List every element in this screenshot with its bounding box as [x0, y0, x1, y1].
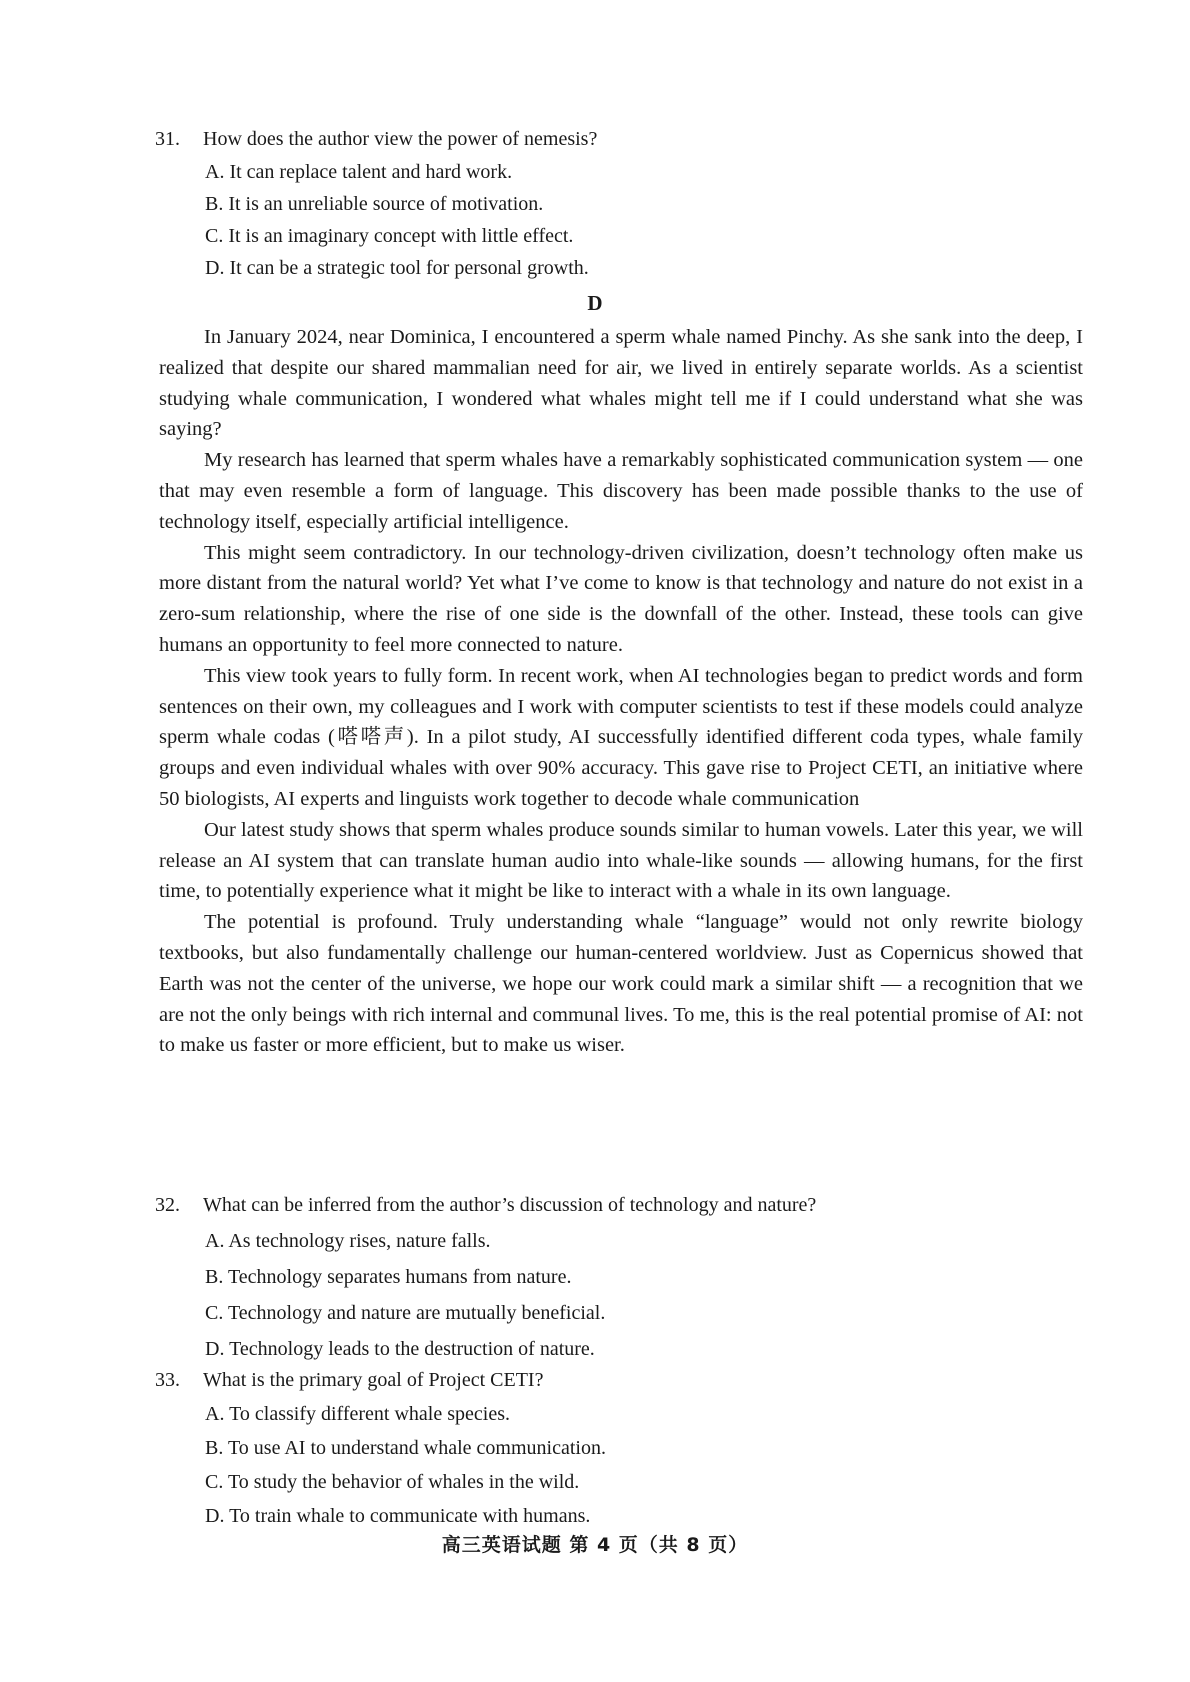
- option-b: B. Technology separates humans from nature.: [205, 1266, 572, 1288]
- passage-paragraph: This view took years to fully form. In recent work, when AI technologies began to predict words and form sentences on their own, my colleagues and I work with computer scientists to test if these models could analyze sperm whale codas (嗒嗒声). In a pilot study, AI successfully identified different coda types, whale family groups and even individual whales with over 90% accuracy. This gave rise to Project CETI, an initiative where 50 biologists, AI experts and linguists work together to decode whale communication: [159, 664, 1083, 810]
- option-a: A. To classify different whale species.: [205, 1403, 510, 1425]
- option-list: [155, 1228, 1075, 1362]
- option-d: D. Technology leads to the destruction of nature.: [205, 1338, 595, 1360]
- question-text: What is the primary goal of Project CETI?: [203, 1369, 544, 1391]
- option-b: B. To use AI to understand whale communication.: [205, 1437, 606, 1459]
- passage-paragraph: In January 2024, near Dominica, I encountered a sperm whale named Pinchy. As she sank into the deep, I realized that despite our shared mammalian need for air, we lived in entirely separate worlds. As a scientist studying whale communication, I wondered what whales might tell me if I could understand what she was saying?: [159, 326, 1083, 441]
- option-b: B. It is an unreliable source of motivation.: [205, 193, 544, 215]
- option-a: A. As technology rises, nature falls.: [205, 1230, 491, 1252]
- passage-paragraph: Our latest study shows that sperm whales produce sounds similar to human vowels. Later this year, we will release an AI system that can translate human audio into whale-like sounds — allowing humans, for the first time, to potentially experience what it might be like to interact with a whale in its own language.: [159, 818, 1083, 903]
- option-list: [155, 159, 1075, 281]
- option-c: C. Technology and nature are mutually beneficial.: [205, 1302, 606, 1324]
- option-c: C. To study the behavior of whales in the wild.: [205, 1471, 580, 1493]
- section-heading: D: [587, 291, 603, 315]
- question-number: 33.: [155, 1369, 180, 1391]
- question-text: What can be inferred from the author’s discussion of technology and nature?: [203, 1194, 817, 1216]
- option-c: C. It is an imaginary concept with little effect.: [205, 225, 574, 247]
- passage-paragraph: This might seem contradictory. In our technology-driven civilization, doesn’t technology often make us more distant from the natural world? Yet what I’ve come to know is that technology and nature do not exist in a zero-sum relationship, where the rise of one side is the downfall of the other. Instead, these tools can give humans an opportunity to feel more connected to nature.: [159, 541, 1083, 656]
- option-list: [155, 1401, 1075, 1529]
- question-31: [155, 126, 1075, 287]
- question-stem: [155, 126, 1075, 152]
- question-33: [155, 1367, 1075, 1537]
- reading-passage: [159, 322, 1083, 1061]
- question-32: [155, 1192, 1075, 1372]
- question-stem: [155, 1367, 1075, 1393]
- page-footer: 高三英语试题 第 4 页（共 8 页）: [441, 1534, 749, 1556]
- question-number: 31.: [155, 128, 180, 150]
- passage-paragraph: My research has learned that sperm whales have a remarkably sophisticated communication system — one that may even resemble a form of language. This discovery has been made possible thanks to the use of technology itself, especially artificial intelligence.: [159, 449, 1083, 533]
- question-text: How does the author view the power of nemesis?: [203, 128, 598, 150]
- option-a: A. It can replace talent and hard work.: [205, 161, 513, 183]
- option-d: D. To train whale to communicate with humans.: [205, 1505, 591, 1527]
- question-number: 32.: [155, 1194, 180, 1216]
- question-stem: [155, 1192, 1075, 1218]
- passage-paragraph: The potential is profound. Truly understanding whale “language” would not only rewrite biology textbooks, but also fundamentally challenge our human-centered worldview. Just as Copernicus showed that Earth was not the center of the universe, we hope our work could mark a similar shift — a recognition that we are not the only beings with rich internal and communal lives. To me, this is the real potential promise of AI: not to make us faster or more efficient, but to make us wiser.: [159, 911, 1083, 1057]
- option-d: D. It can be a strategic tool for personal growth.: [205, 257, 589, 279]
